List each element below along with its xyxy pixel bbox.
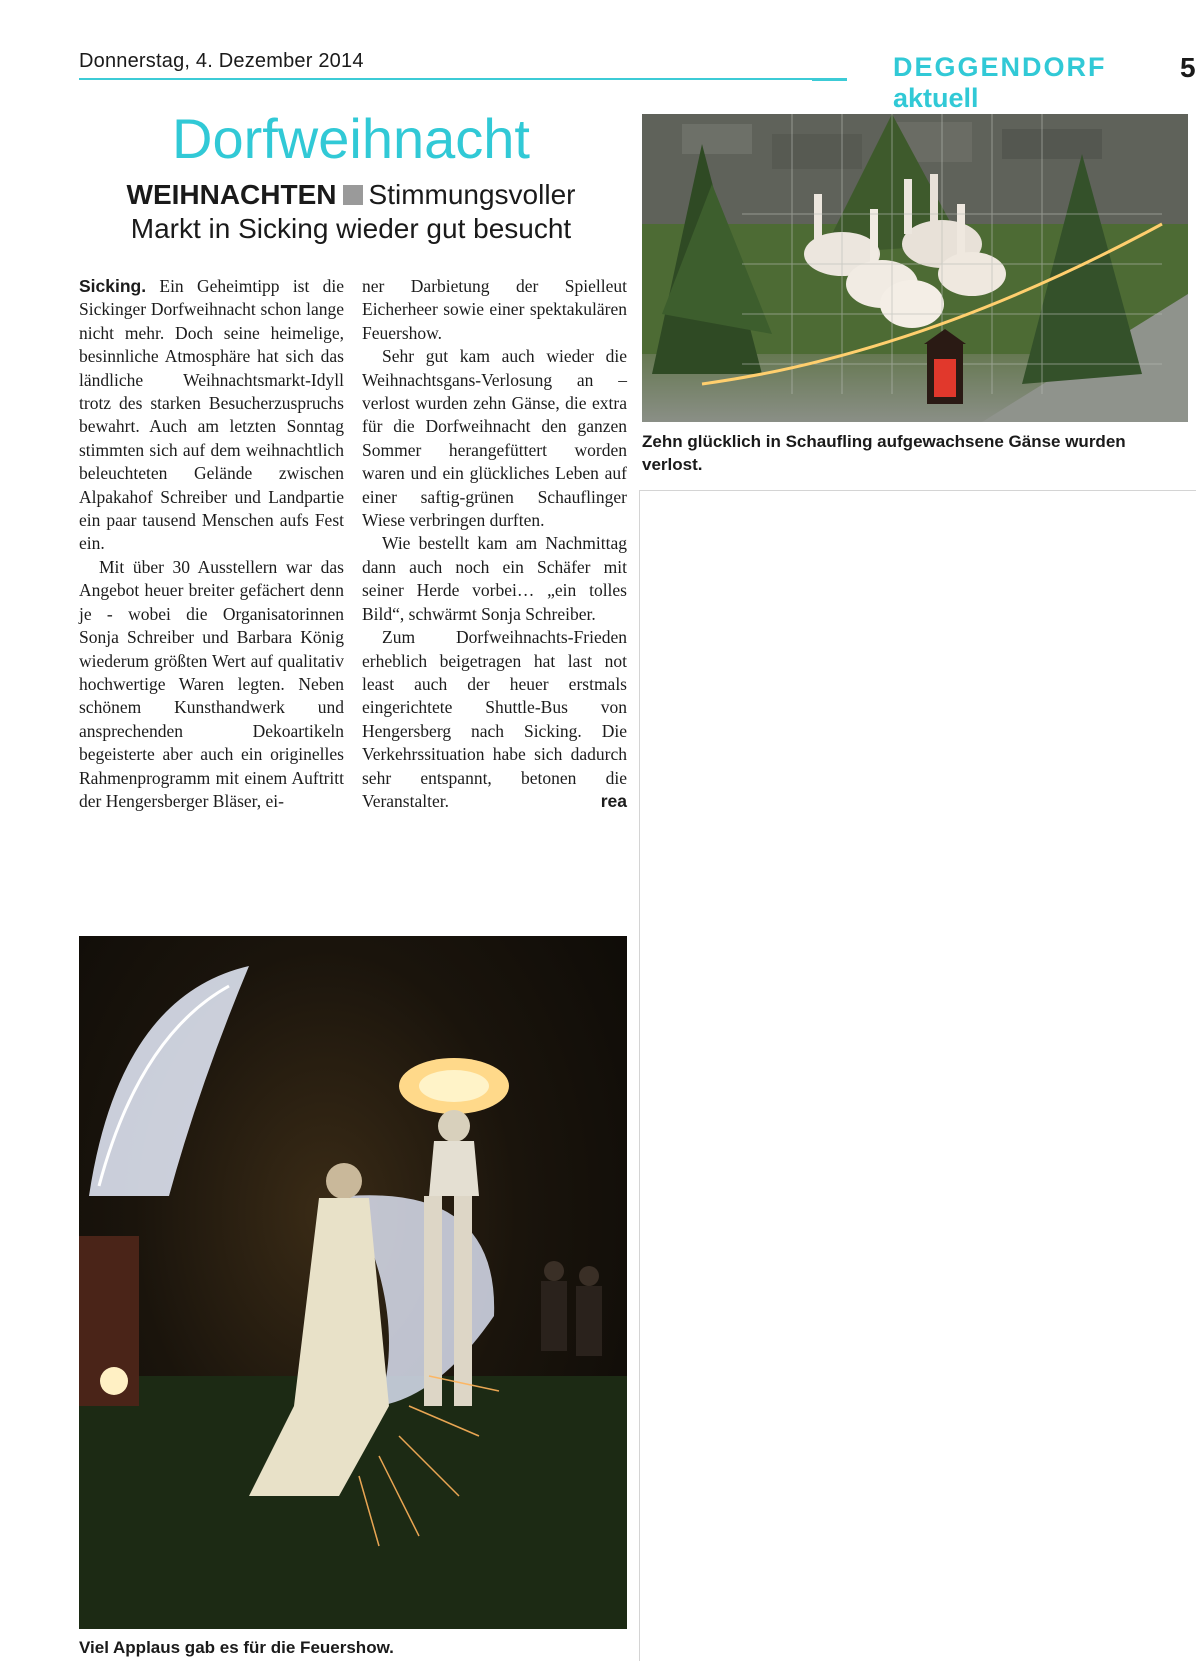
kicker-separator-box [343, 185, 363, 205]
fire-show-photo [79, 936, 627, 1629]
page-number: 5 [1180, 52, 1196, 83]
section-divider [639, 490, 1196, 491]
article-subheadline [79, 178, 623, 246]
paragraph: Wie bestellt kam am Nachmittag dann auch noch ein Schäfer mit seiner Herde vorbei… „ein tolles Bild“, schwärmt Sonja Schreiber. [362, 533, 627, 624]
kicker-label: WEIHNACHTEN [126, 179, 337, 210]
author-signature: rea [600, 790, 627, 811]
geese-photo-caption: Zehn glücklich in Schaufling aufgewachsene Gänse wurden verlost. [642, 432, 1126, 474]
brand-main: DEGGENDORF [893, 52, 1107, 82]
geese-photo [642, 114, 1188, 422]
subhead-line-1: Stimmungsvoller [368, 179, 576, 210]
article-column-2 [362, 275, 627, 813]
brand-sub: aktuell [893, 83, 979, 113]
fire-show-illustration [79, 936, 627, 1629]
article-column-1 [79, 275, 344, 813]
paragraph: Sehr gut kam auch wieder die Weihnachtsgans-Verlosung an – verlost wurden zehn Gänse, die extra für die Dorfweihnacht den ganzen Sommer herangefüttert worden waren und ein glückliches Leben auf einer saftig-grünen Schauflinger Wiese verbringen durften. [362, 346, 627, 531]
column-divider [639, 490, 640, 1661]
paragraph-text: Zum Dorfweihnachts-Frieden erheblich beigetragen hat last not least auch der heuer erstmals eingerichtete Shuttle-Bus von Hengersberg nach Sicking. Die Verkehrssituation habe sich dadurch sehr entspannt, betonen die Veranstalter. [362, 627, 627, 811]
subhead-line-2: Markt in Sicking wieder gut besucht [130, 213, 572, 244]
dateline: Sicking. [79, 276, 147, 296]
newspaper-brand [893, 52, 1196, 114]
paragraph-text: Ein Geheimtipp ist die Sickinger Dorfweihnacht schon lange nicht mehr. Doch seine heimelige, besinnliche Atmosphäre hat sich das ländliche Weihnachtsmarkt-Idyll trotz des starken Besucherzuspruchs bewahrt. Auch am letzten Sonntag stimmten sich auf dem weihnachtlich beleuchteten Gelände zwischen Alpakahof Schreiber und Landpartie ein paar tausend Menschen aufs Fest ein. [79, 276, 344, 554]
paragraph: ner Darbietung der Spielleut Eicherheer sowie einer spektakulären Feuershow. [362, 276, 627, 343]
issue-date: Donnerstag, 4. Dezember 2014 [79, 50, 364, 72]
fire-show-photo-caption: Viel Applaus gab es für die Feuershow. [79, 1638, 394, 1657]
paragraph [362, 626, 627, 813]
paragraph [79, 275, 344, 556]
header-rule-accent [812, 78, 847, 81]
paragraph: Mit über 30 Ausstellern war das Angebot heuer breiter gefächert denn je - wobei die Organisatorinnen Sonja Schreiber und Barbara König wiederum größten Wert auf qualitativ hochwertige Waren legten. Neben schönem Kunsthandwerk und ansprechenden Dekoartikeln begeisterte aber auch ein originelles Rahmenprogramm mit einem Auftritt der Hengersberger Bläser, ei- [79, 556, 344, 811]
article-headline: Dorfweihnacht [172, 107, 530, 170]
geese-illustration [642, 114, 1188, 422]
header-rule [79, 78, 847, 80]
